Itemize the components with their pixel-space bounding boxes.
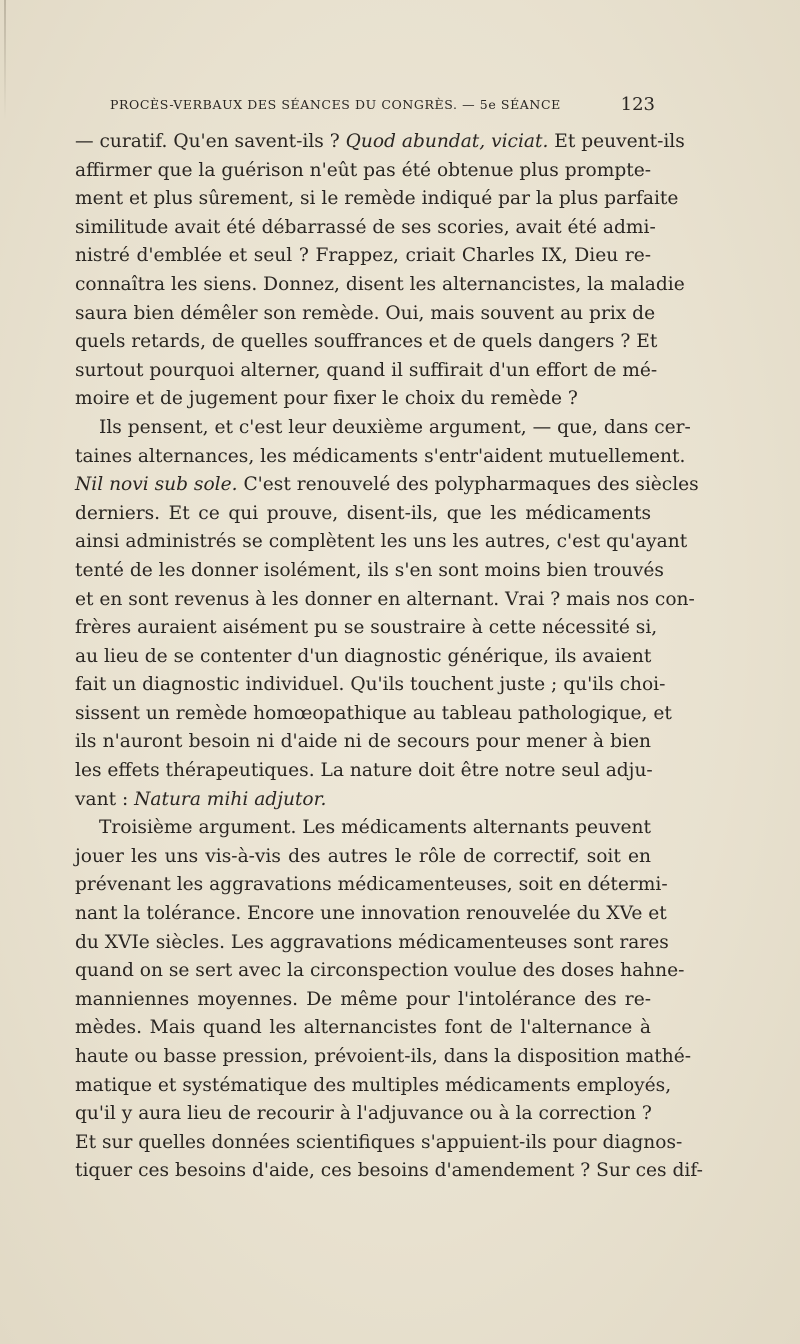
text-line — [75, 300, 656, 329]
text-run: connaîtra les siens. Donnez, disent les alternancistes, la maladie — [75, 273, 685, 295]
text-run: sissent un remède homœopathique au tableau pathologique, et — [75, 702, 672, 724]
latin-quote: Nil novi sub sole. — [75, 474, 238, 496]
text-line — [75, 528, 688, 557]
text-line — [75, 843, 651, 872]
text-run: ment et plus sûrement, si le remède indiqué par la plus parfaite — [75, 188, 679, 210]
running-title: PROCÈS-VERBAUX DES SÉANCES DU CONGRÈS. — 5e SÉANCE — [110, 97, 561, 112]
text-run: les effets thérapeutiques. La nature doit être notre seul adju- — [75, 760, 653, 782]
text-run: manniennes moyennes. De même pour l'intolérance des re- — [75, 988, 651, 1010]
text-line — [75, 700, 672, 729]
text-run: quand on se sert avec la circonspection voulue des doses hahne- — [75, 960, 685, 982]
text-line — [75, 185, 679, 214]
text-line — [75, 328, 658, 357]
text-run: similitude avait été débarrassé de ses scories, avait été admi- — [75, 216, 656, 238]
text-line — [75, 757, 651, 786]
text-line — [75, 1157, 703, 1186]
text-run: Et sur quelles données scientifiques s'appuient-ils pour diagnos- — [75, 1131, 683, 1153]
text-run: C'est renouvelé des polypharmaques des siècles — [237, 474, 699, 496]
text-run: du XVIe siècles. Les aggravations médicamenteuses sont rares — [75, 931, 669, 953]
text-line — [75, 614, 658, 643]
text-run: matique et systématique des multiples médicaments employés, — [75, 1074, 672, 1096]
text-run: nistré d'emblée et seul ? Frappez, criait Charles IX, Dieu re- — [75, 245, 651, 267]
page-header — [110, 92, 655, 118]
text-line — [75, 1100, 651, 1129]
text-line — [75, 1014, 651, 1043]
text-run: ils n'auront besoin ni d'aide ni de secours pour mener à bien — [75, 731, 651, 753]
text-line — [75, 643, 651, 672]
text-run: jouer les uns vis-à-vis des autres le rôle de correctif, soit en — [75, 845, 651, 867]
text-run: et en sont revenus à les donner en alternant. Vrai ? mais nos con- — [75, 588, 695, 610]
text-run: moire et de jugement pour fixer le choix du remède ? — [75, 388, 578, 410]
text-run: Troisième argument. Les médicaments alternants peuvent — [99, 817, 651, 839]
text-line — [75, 357, 658, 386]
text-run: saura bien démêler son remède. Oui, mais souvent au prix de — [75, 302, 656, 324]
text-line — [75, 986, 651, 1015]
text-line — [75, 728, 651, 757]
text-line — [75, 557, 664, 586]
text-run: prévenant les aggravations médicamenteuses, soit en détermi- — [75, 874, 668, 896]
text-run: mèdes. Mais quand les alternancistes font de l'alternance à — [75, 1017, 651, 1039]
text-run: ainsi administrés se complètent les uns les autres, c'est qu'ayant — [75, 531, 688, 553]
page-fold-shadow — [4, 0, 6, 120]
text-line — [75, 385, 651, 414]
page-number: 123 — [620, 94, 655, 115]
text-line — [75, 786, 651, 815]
text-line — [75, 929, 669, 958]
text-line — [75, 671, 666, 700]
text-line — [75, 1072, 672, 1101]
text-line — [75, 500, 651, 529]
text-run: quels retards, de quelles souffrances et de quels dangers ? Et — [75, 331, 658, 353]
text-run: au lieu de se contenter d'un diagnostic générique, ils avaient — [75, 645, 652, 667]
latin-quote: Quod abundat, viciat. — [345, 131, 549, 152]
text-line — [75, 814, 651, 843]
text-line — [75, 214, 656, 243]
text-line — [75, 957, 685, 986]
text-line — [75, 1129, 683, 1158]
text-run: nant la tolérance. Encore une innovation renouvelée du XVe et — [75, 903, 667, 925]
latin-quote: Natura mihi adjutor. — [134, 788, 327, 810]
text-run: — curatif. Qu'en savent-ils ? — [75, 131, 346, 152]
text-line — [75, 414, 691, 443]
text-line — [75, 586, 695, 615]
text-run: tenté de les donner isolément, ils s'en sont moins bien trouvés — [75, 559, 664, 581]
text-line — [75, 242, 651, 271]
text-run: fait un diagnostic individuel. Qu'ils touchent juste ; qu'ils choi- — [75, 674, 666, 696]
text-run: Et peuvent-ils — [548, 131, 685, 152]
text-line — [75, 900, 667, 929]
text-line — [75, 1043, 692, 1072]
text-run: frères auraient aisément pu se soustraire à cette nécessité si, — [75, 617, 658, 639]
text-line — [75, 471, 699, 500]
text-line — [75, 271, 685, 300]
text-line — [75, 157, 651, 186]
text-line — [75, 128, 685, 157]
text-run: Ils pensent, et c'est leur deuxième argument, — que, dans cer- — [99, 416, 691, 438]
text-run: taines alternances, les médicaments s'entr'aident mutuellement. — [75, 445, 686, 467]
text-run: qu'il y aura lieu de recourir à l'adjuvance ou à la correction ? — [75, 1103, 652, 1125]
text-line — [75, 443, 686, 472]
body-text — [75, 128, 703, 1186]
text-line — [75, 871, 668, 900]
text-run: haute ou basse pression, prévoient-ils, dans la disposition mathé- — [75, 1046, 692, 1067]
text-run: tiquer ces besoins d'aide, ces besoins d'amendement ? Sur ces dif- — [75, 1160, 703, 1182]
text-run: vant : — [75, 788, 135, 810]
text-run: affirmer que la guérison n'eût pas été obtenue plus prompte- — [75, 159, 651, 181]
text-run: surtout pourquoi alterner, quand il suffirait d'un effort de mé- — [75, 359, 658, 381]
text-run: derniers. Et ce qui prouve, disent-ils, que les médicaments — [75, 502, 651, 524]
